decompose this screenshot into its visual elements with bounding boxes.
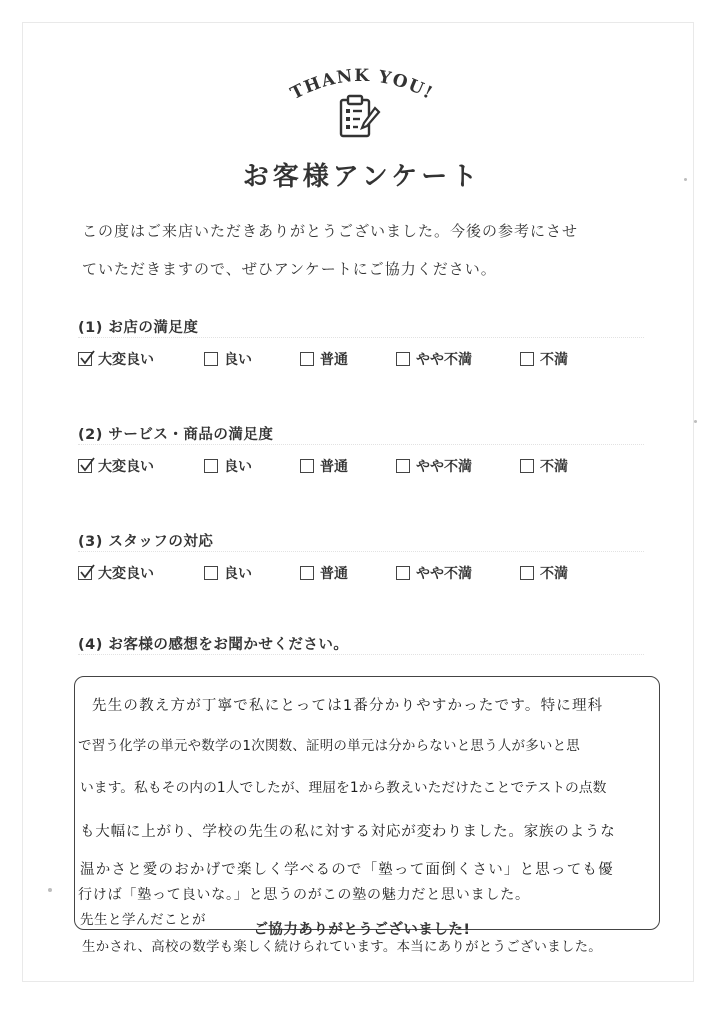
option-label: 不満 [540, 459, 568, 475]
handwritten-line-8: 生かされ、高校の数学も楽しく続けられています。本当にありがとうございました。 [82, 940, 602, 955]
q3-option-good[interactable] [204, 561, 252, 585]
q2-option-very-good[interactable] [78, 454, 154, 478]
q2-option-average[interactable] [300, 454, 348, 478]
question-3-divider [78, 551, 644, 552]
checkbox[interactable] [396, 352, 410, 366]
checkbox[interactable] [396, 459, 410, 473]
q1-option-somewhat-dissatisfied[interactable] [396, 347, 472, 371]
option-label: 良い [224, 459, 252, 475]
handwritten-line-7: 先生と学んだことが [80, 912, 206, 928]
question-3-label: (3) スタッフの対応 [78, 534, 214, 550]
checkbox[interactable] [520, 566, 534, 580]
question-1-label: (1) お店の満足度 [78, 320, 199, 336]
question-4-label: (4) お客様の感想をお聞かせください。 [78, 637, 349, 653]
q3-option-somewhat-dissatisfied[interactable] [396, 561, 472, 585]
handwritten-line-5: 温かさと愛のおかげで楽しく学べるので「塾って面倒くさい」と思っても優 [80, 862, 614, 878]
handwritten-line-1: 先生の教え方が丁寧で私にとっては1番分かりやすかったです。特に理科 [92, 698, 604, 714]
clipboard-checklist-icon [337, 94, 381, 140]
option-label: やや不満 [416, 352, 472, 368]
question-2-label: (2) サービス・商品の満足度 [78, 427, 274, 443]
checkbox[interactable] [300, 459, 314, 473]
intro-text [82, 212, 662, 288]
option-label: 大変良い [98, 566, 154, 582]
thank-you-text: THANK YOU! [287, 65, 437, 102]
checkbox[interactable] [300, 566, 314, 580]
handwritten-line-3: います。私もその内の1人でしたが、理屈を1から教えいただけたことでテストの点数 [80, 780, 607, 796]
q2-option-somewhat-dissatisfied[interactable] [396, 454, 472, 478]
checkbox[interactable] [204, 459, 218, 473]
handwritten-line-6: 行けば「塾って良いな。」と思うのがこの塾の魅力だと思いました。 [78, 887, 530, 903]
scan-speck [684, 178, 687, 181]
scan-speck [48, 888, 52, 892]
checkbox-checked[interactable] [78, 459, 92, 473]
checkbox[interactable] [520, 459, 534, 473]
question-1-divider [78, 337, 644, 338]
checkbox-checked[interactable] [78, 566, 92, 580]
option-label: 大変良い [98, 352, 154, 368]
q2-option-good[interactable] [204, 454, 252, 478]
option-label: 良い [224, 352, 252, 368]
question-2-divider [78, 444, 644, 445]
q1-option-average[interactable] [300, 347, 348, 371]
handwritten-line-2: で習う化学の単元や数学の1次関数、証明の単元は分からないと思う人が多いと思 [78, 738, 580, 754]
q3-option-dissatisfied[interactable] [520, 561, 568, 585]
checkbox[interactable] [300, 352, 314, 366]
q1-option-dissatisfied[interactable] [520, 347, 568, 371]
option-label: やや不満 [416, 459, 472, 475]
option-label: 普通 [320, 352, 348, 368]
thanks-message: ご協力ありがとうございました! [253, 922, 471, 938]
option-label: 普通 [320, 566, 348, 582]
checkbox[interactable] [396, 566, 410, 580]
q3-option-very-good[interactable] [78, 561, 154, 585]
checkbox-checked[interactable] [78, 352, 92, 366]
q2-option-dissatisfied[interactable] [520, 454, 568, 478]
intro-line-2: ていただきますので、ぜひアンケートにご協力ください。 [82, 260, 497, 278]
option-label: 不満 [540, 566, 568, 582]
option-label: 良い [224, 566, 252, 582]
q1-option-very-good[interactable] [78, 347, 154, 371]
handwritten-line-4: も大幅に上がり、学校の先生の私に対する対応が変わりました。家族のような [80, 824, 616, 840]
option-label: 不満 [540, 352, 568, 368]
option-label: 大変良い [98, 459, 154, 475]
checkbox[interactable] [520, 352, 534, 366]
option-label: 普通 [320, 459, 348, 475]
checkbox[interactable] [204, 566, 218, 580]
scan-speck [694, 420, 697, 423]
intro-line-1: この度はご来店いただきありがとうございました。今後の参考にさせ [82, 222, 579, 240]
q1-option-good[interactable] [204, 347, 252, 371]
q3-option-average[interactable] [300, 561, 348, 585]
question-4-divider [78, 654, 644, 655]
checkbox[interactable] [204, 352, 218, 366]
option-label: やや不満 [416, 566, 472, 582]
page-title: お客様アンケート [242, 162, 482, 192]
